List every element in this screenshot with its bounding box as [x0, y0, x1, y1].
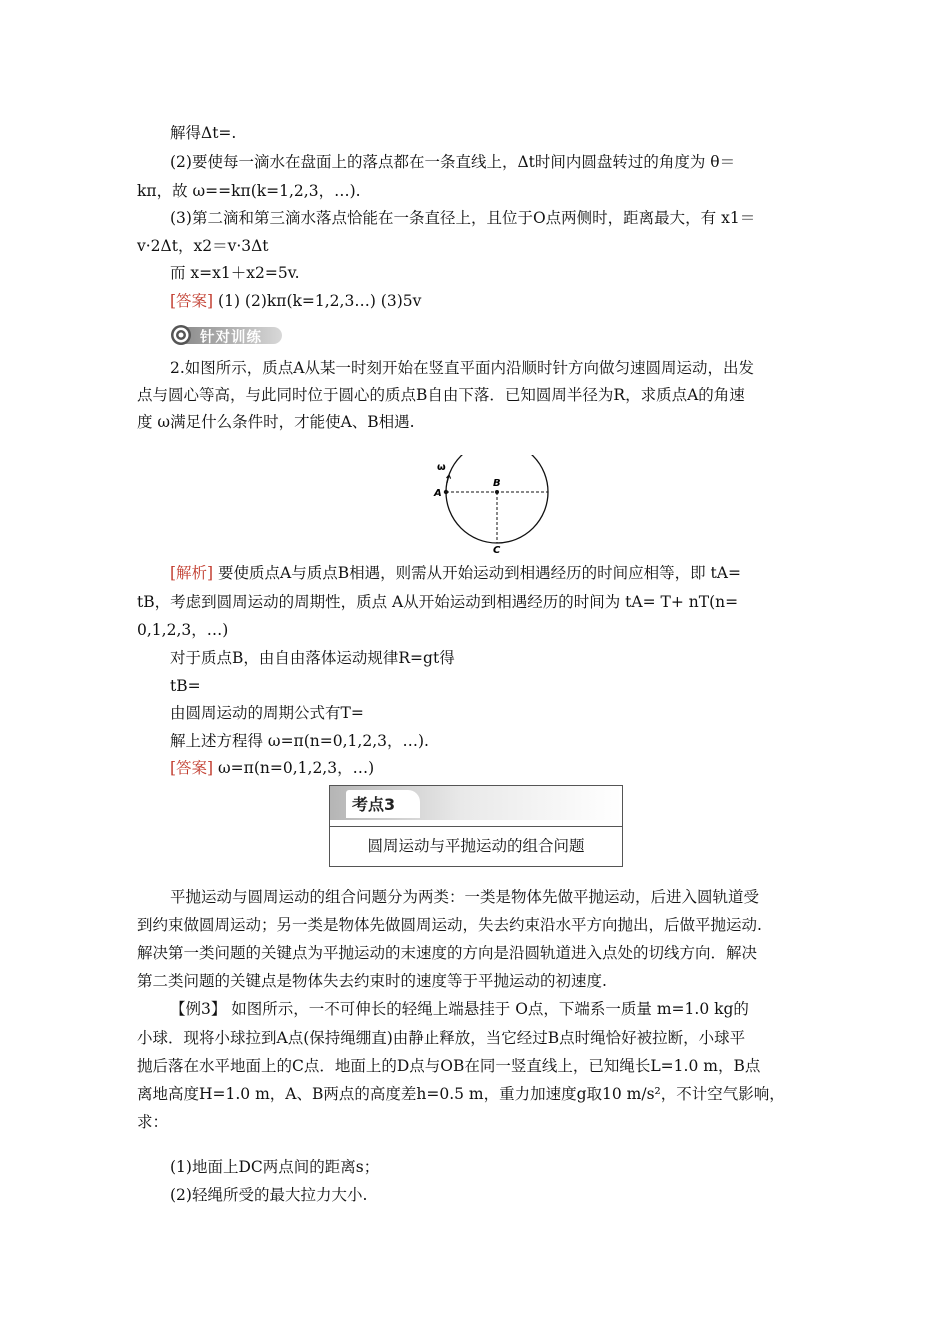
solution-line-5: v·2Δt，x2＝v·3Δt	[137, 237, 269, 255]
question-2: (2)轻绳所受的最大拉力大小.	[170, 1186, 368, 1204]
solution-line-2: (2)要使每一滴水在盘面上的落点都在一条直线上，Δt时间内圆盘转过的角度为 θ＝	[170, 153, 736, 171]
kaodian-header	[330, 786, 622, 820]
analysis-line-6: 由圆周运动的周期公式有T=	[170, 704, 364, 722]
practice-banner	[170, 324, 282, 346]
analysis-text-1: 要使质点A与质点B相遇，则需从开始运动到相遇经历的时间应相等，即 tA=	[213, 564, 741, 582]
exercise-line-1: 2.如图所示，质点A从某一时刻开始在竖直平面内沿顺时针方向做匀速圆周运动，出发	[170, 359, 754, 377]
intro-line-3: 解决第一类问题的关键点为平抛运动的末速度的方向是沿圆轨道进入点处的切线方向．解决	[137, 944, 758, 962]
kaodian-divider	[330, 826, 622, 827]
intro-line-1: 平抛运动与圆周运动的组合问题分为两类：一类是物体先做平抛运动，后进入圆轨道受	[170, 888, 760, 906]
analysis-tag: [解析]	[170, 564, 214, 582]
kaodian-box	[329, 785, 623, 867]
analysis-line-7: 解上述方程得 ω=π(n=0,1,2,3，…).	[170, 732, 429, 750]
question-1: (1)地面上DC两点间的距离s；	[170, 1158, 380, 1176]
answer-line-1	[170, 291, 421, 311]
analysis-line-3: 0,1,2,3，…)	[137, 621, 229, 639]
exercise-line-2: 点与圆心等高，与此同时位于圆心的质点B自由下落．已知圆周半径为R，求质点A的角速	[137, 386, 745, 404]
analysis-line-4: 对于质点B，由自由落体运动规律R=gt得	[170, 649, 455, 667]
answer-tag-2: [答案]	[170, 759, 214, 777]
label-b: B	[493, 478, 501, 489]
label-omega: ω	[437, 462, 446, 473]
solution-line-3: kπ，故 ω==kπ(k=1,2,3，…).	[137, 182, 361, 200]
answer-line-2	[170, 758, 374, 778]
example-line-3: 抛后落在水平地面上的C点．地面上的D点与OB在同一竖直线上，已知绳长L=1.0 m，B点	[137, 1057, 761, 1075]
example-line-1: 【例3】 如图所示，一不可伸长的轻绳上端悬挂于 O点，下端系一质量 m=1.0 kg的	[170, 1000, 749, 1018]
example-line-5: 求：	[137, 1113, 169, 1131]
banner-label: 针对训练	[200, 330, 262, 346]
answer-text-2: ω=π(n=0,1,2,3，…)	[213, 759, 375, 777]
analysis-line-2: tB，考虑到圆周运动的周期性，质点 A从开始运动到相遇经历的时间为 tA= T+ nT(n=	[137, 593, 739, 611]
kaodian-label: 考点3	[352, 795, 396, 814]
analysis-line-5: tB=	[170, 677, 201, 695]
solution-line-4: (3)第二滴和第三滴水落点恰能在一条直径上，且位于O点两侧时，距离最大，有 x1＝	[170, 209, 756, 227]
label-c: C	[493, 545, 501, 555]
circle-figure	[425, 455, 555, 555]
exercise-line-3: 度 ω满足什么条件时，才能使A、B相遇.	[137, 413, 415, 431]
example-line-2: 小球．现将小球拉到A点(保持绳绷直)由静止释放，当它经过B点时绳恰好被拉断，小球平	[137, 1029, 746, 1047]
solution-line-1: 解得Δt=.	[170, 124, 237, 142]
answer-tag: [答案]	[170, 292, 214, 310]
target-icon	[170, 324, 192, 346]
solution-line-6: 而 x=x1＋x2=5v.	[170, 264, 300, 282]
label-a: A	[434, 488, 442, 499]
intro-line-4: 第二类问题的关键点是物体失去约束时的速度等于平抛运动的初速度.	[137, 972, 607, 990]
kaodian-title: 圆周运动与平抛运动的组合问题	[367, 837, 585, 855]
example-line-4: 离地高度H=1.0 m，A、B两点的高度差h=0.5 m，重力加速度g取10 m/s²，不计空气影响，	[137, 1085, 785, 1103]
intro-line-2: 到约束做圆周运动；另一类是物体先做圆周运动，失去约束沿水平方向抛出，后做平抛运动.	[137, 916, 762, 934]
analysis-line-1	[170, 563, 741, 583]
answer-text: (1) (2)kπ(k=1,2,3…) (3)5v	[213, 292, 422, 310]
